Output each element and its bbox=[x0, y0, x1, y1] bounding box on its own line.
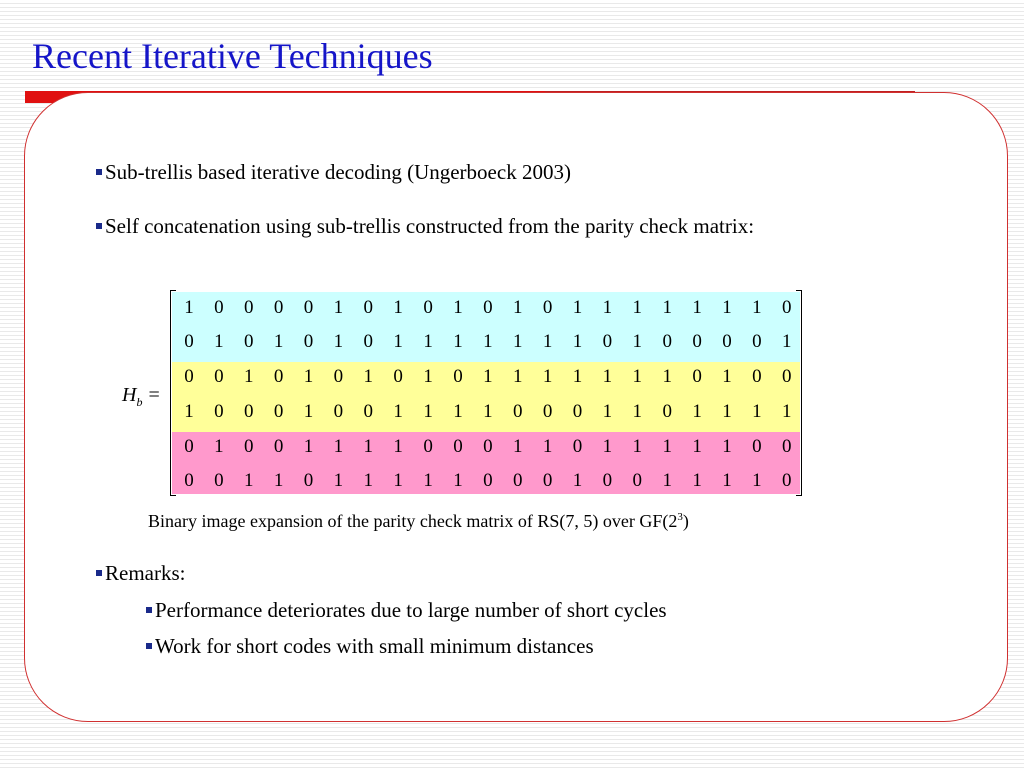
matrix-cell: 0 bbox=[782, 296, 792, 318]
matrix-cell: 1 bbox=[602, 435, 613, 457]
matrix-row bbox=[174, 394, 802, 428]
matrix-cell: 0 bbox=[333, 365, 344, 387]
matrix-cell: 0 bbox=[752, 330, 762, 352]
matrix-cell: 1 bbox=[243, 365, 254, 387]
matrix-cell: 0 bbox=[303, 469, 314, 491]
matrix-cell: 0 bbox=[483, 435, 493, 457]
matrix-cell: 0 bbox=[662, 400, 672, 422]
matrix-cell: 1 bbox=[363, 435, 374, 457]
matrix-cell: 1 bbox=[602, 365, 613, 387]
matrix-cell: 1 bbox=[752, 400, 762, 422]
matrix-cell: 1 bbox=[572, 296, 583, 318]
matrix-cell: 1 bbox=[632, 400, 643, 422]
matrix-cell: 0 bbox=[214, 365, 224, 387]
matrix-cell: 1 bbox=[423, 469, 433, 491]
matrix-cell: 0 bbox=[453, 435, 463, 457]
matrix-cell: 0 bbox=[214, 400, 224, 422]
matrix-cell: 1 bbox=[214, 435, 224, 457]
matrix-cell: 1 bbox=[214, 330, 224, 352]
matrix-cell: 0 bbox=[572, 435, 583, 457]
matrix-cell: 0 bbox=[483, 296, 493, 318]
matrix-cell: 1 bbox=[333, 296, 344, 318]
matrix-cell: 0 bbox=[542, 296, 553, 318]
matrix-cell: 0 bbox=[542, 469, 553, 491]
matrix-cell: 1 bbox=[662, 365, 672, 387]
caption-close: ) bbox=[682, 511, 689, 531]
matrix-cell: 0 bbox=[632, 469, 643, 491]
matrix-cell: 0 bbox=[692, 365, 702, 387]
matrix-cell: 1 bbox=[423, 400, 433, 422]
matrix-cell: 1 bbox=[363, 365, 374, 387]
matrix-row bbox=[174, 429, 802, 463]
caption-superscript: 3 bbox=[677, 511, 683, 523]
matrix-cell: 0 bbox=[214, 296, 224, 318]
matrix-cell: 1 bbox=[184, 296, 194, 318]
matrix-cell: 1 bbox=[273, 469, 284, 491]
matrix-cell: 0 bbox=[303, 296, 314, 318]
matrix-cell: 0 bbox=[722, 330, 732, 352]
matrix-cell: 0 bbox=[273, 400, 284, 422]
bullet-remarks bbox=[96, 563, 185, 584]
matrix-cell: 0 bbox=[273, 435, 284, 457]
matrix-cell: 0 bbox=[333, 400, 344, 422]
matrix-cell: 1 bbox=[662, 296, 672, 318]
matrix-cell: 0 bbox=[572, 400, 583, 422]
matrix-cell: 0 bbox=[363, 400, 374, 422]
matrix-cell: 1 bbox=[662, 469, 672, 491]
matrix-cell: 1 bbox=[512, 365, 523, 387]
matrix-row bbox=[174, 463, 802, 497]
sub-bullet-text: Performance deteriorates due to large number of short cycles bbox=[155, 598, 667, 622]
matrix-cell: 1 bbox=[423, 365, 433, 387]
matrix-cell: 1 bbox=[722, 469, 732, 491]
matrix-cell: 0 bbox=[393, 365, 403, 387]
matrix-cell: 1 bbox=[542, 330, 553, 352]
matrix-cell: 1 bbox=[393, 296, 403, 318]
matrix-cell: 0 bbox=[602, 330, 613, 352]
matrix-cell: 1 bbox=[662, 435, 672, 457]
matrix-cell: 0 bbox=[752, 435, 762, 457]
matrix-cell: 0 bbox=[363, 330, 374, 352]
matrix-cell: 1 bbox=[572, 330, 583, 352]
matrix-row bbox=[174, 324, 802, 358]
matrix-cell: 0 bbox=[243, 330, 254, 352]
matrix-cell: 0 bbox=[692, 330, 702, 352]
matrix-cell: 1 bbox=[453, 330, 463, 352]
matrix-cell: 1 bbox=[512, 296, 523, 318]
matrix-row bbox=[174, 359, 802, 393]
matrix-cell: 1 bbox=[632, 365, 643, 387]
matrix-cell: 1 bbox=[542, 435, 553, 457]
matrix-cell: 1 bbox=[512, 435, 523, 457]
matrix-cell: 1 bbox=[542, 365, 553, 387]
matrix-cell: 1 bbox=[483, 330, 493, 352]
bullet-text: Remarks: bbox=[105, 561, 186, 585]
matrix-cell: 1 bbox=[483, 400, 493, 422]
matrix-cell: 0 bbox=[782, 435, 792, 457]
matrix-cell: 0 bbox=[542, 400, 553, 422]
matrix-cell: 0 bbox=[243, 296, 254, 318]
matrix-cell: 1 bbox=[752, 469, 762, 491]
matrix-cell: 1 bbox=[692, 400, 702, 422]
matrix-cell: 0 bbox=[184, 469, 194, 491]
matrix-cell: 1 bbox=[692, 435, 702, 457]
matrix-cell: 1 bbox=[273, 330, 284, 352]
matrix-cell: 1 bbox=[512, 330, 523, 352]
matrix-cell: 0 bbox=[423, 435, 433, 457]
matrix-cell: 1 bbox=[722, 365, 732, 387]
sub-bullet-performance bbox=[146, 600, 667, 621]
matrix-cell: 0 bbox=[243, 400, 254, 422]
matrix-cell: 0 bbox=[752, 365, 762, 387]
matrix-cell: 1 bbox=[572, 365, 583, 387]
matrix-cell: 1 bbox=[692, 296, 702, 318]
matrix-cell: 0 bbox=[453, 365, 463, 387]
matrix-label-subscript: b bbox=[136, 395, 143, 409]
bullet-text: Self concatenation using sub-trellis constructed from the parity check matrix: bbox=[105, 214, 755, 238]
matrix-cell: 1 bbox=[423, 330, 433, 352]
matrix-cell: 1 bbox=[752, 296, 762, 318]
matrix-cell: 0 bbox=[243, 435, 254, 457]
matrix-cell: 0 bbox=[512, 469, 523, 491]
matrix-cell: 1 bbox=[393, 435, 403, 457]
matrix-cell: 1 bbox=[782, 330, 792, 352]
matrix-cell: 1 bbox=[393, 400, 403, 422]
matrix-label bbox=[122, 384, 160, 410]
square-bullet-icon bbox=[96, 570, 102, 576]
matrix-cell: 0 bbox=[423, 296, 433, 318]
matrix-label-base: H bbox=[122, 384, 137, 406]
matrix-cell: 1 bbox=[722, 400, 732, 422]
matrix-cell: 1 bbox=[632, 296, 643, 318]
matrix-cell: 1 bbox=[333, 435, 344, 457]
bullet-text: Sub-trellis based iterative decoding (Ungerboeck 2003) bbox=[105, 160, 571, 184]
matrix-cell: 0 bbox=[303, 330, 314, 352]
bullet-sub-trellis bbox=[96, 162, 571, 183]
matrix-cell: 1 bbox=[722, 435, 732, 457]
matrix-cell: 0 bbox=[602, 469, 613, 491]
matrix-cell: 1 bbox=[363, 469, 374, 491]
matrix-cell: 1 bbox=[303, 400, 314, 422]
matrix-cell: 0 bbox=[483, 469, 493, 491]
matrix-cell: 1 bbox=[243, 469, 254, 491]
sub-bullet-short-codes bbox=[146, 636, 594, 657]
matrix-cell: 1 bbox=[782, 400, 792, 422]
matrix-cell: 1 bbox=[632, 330, 643, 352]
square-bullet-icon bbox=[96, 169, 102, 175]
matrix-cell: 1 bbox=[572, 469, 583, 491]
caption-text: Binary image expansion of the parity check matrix of RS(7, 5) over GF(2 bbox=[148, 511, 678, 531]
matrix-cell: 1 bbox=[722, 296, 732, 318]
matrix-cell: 0 bbox=[363, 296, 374, 318]
matrix-cell: 1 bbox=[393, 330, 403, 352]
matrix-cell: 0 bbox=[273, 365, 284, 387]
matrix-label-equals: = bbox=[148, 384, 160, 406]
matrix-cell: 1 bbox=[333, 330, 344, 352]
matrix-cell: 1 bbox=[333, 469, 344, 491]
matrix-cell: 1 bbox=[303, 435, 314, 457]
matrix-cell: 0 bbox=[782, 469, 792, 491]
matrix-cell: 1 bbox=[602, 296, 613, 318]
matrix-cell: 0 bbox=[184, 330, 194, 352]
matrix-cell: 0 bbox=[662, 330, 672, 352]
sub-bullet-text: Work for short codes with small minimum distances bbox=[155, 634, 594, 658]
square-bullet-icon bbox=[96, 223, 102, 229]
slide-title: Recent Iterative Techniques bbox=[32, 36, 433, 76]
matrix-caption bbox=[148, 512, 689, 530]
bullet-self-concatenation bbox=[96, 216, 754, 237]
matrix-cell: 1 bbox=[632, 435, 643, 457]
matrix-cell: 1 bbox=[453, 469, 463, 491]
matrix-cell: 0 bbox=[214, 469, 224, 491]
matrix-cell: 1 bbox=[483, 365, 493, 387]
parity-check-matrix bbox=[170, 290, 802, 496]
matrix-cell: 1 bbox=[453, 296, 463, 318]
matrix-cell: 1 bbox=[184, 400, 194, 422]
matrix-cell: 0 bbox=[512, 400, 523, 422]
matrix-cell: 0 bbox=[184, 435, 194, 457]
square-bullet-icon bbox=[146, 607, 152, 613]
matrix-cell: 0 bbox=[273, 296, 284, 318]
square-bullet-icon bbox=[146, 643, 152, 649]
matrix-cell: 1 bbox=[692, 469, 702, 491]
matrix-cell: 1 bbox=[602, 400, 613, 422]
matrix-cell: 1 bbox=[303, 365, 314, 387]
matrix-cell: 1 bbox=[453, 400, 463, 422]
matrix-cell: 0 bbox=[184, 365, 194, 387]
matrix-row bbox=[174, 290, 802, 324]
matrix-cell: 1 bbox=[393, 469, 403, 491]
matrix-cell: 0 bbox=[782, 365, 792, 387]
